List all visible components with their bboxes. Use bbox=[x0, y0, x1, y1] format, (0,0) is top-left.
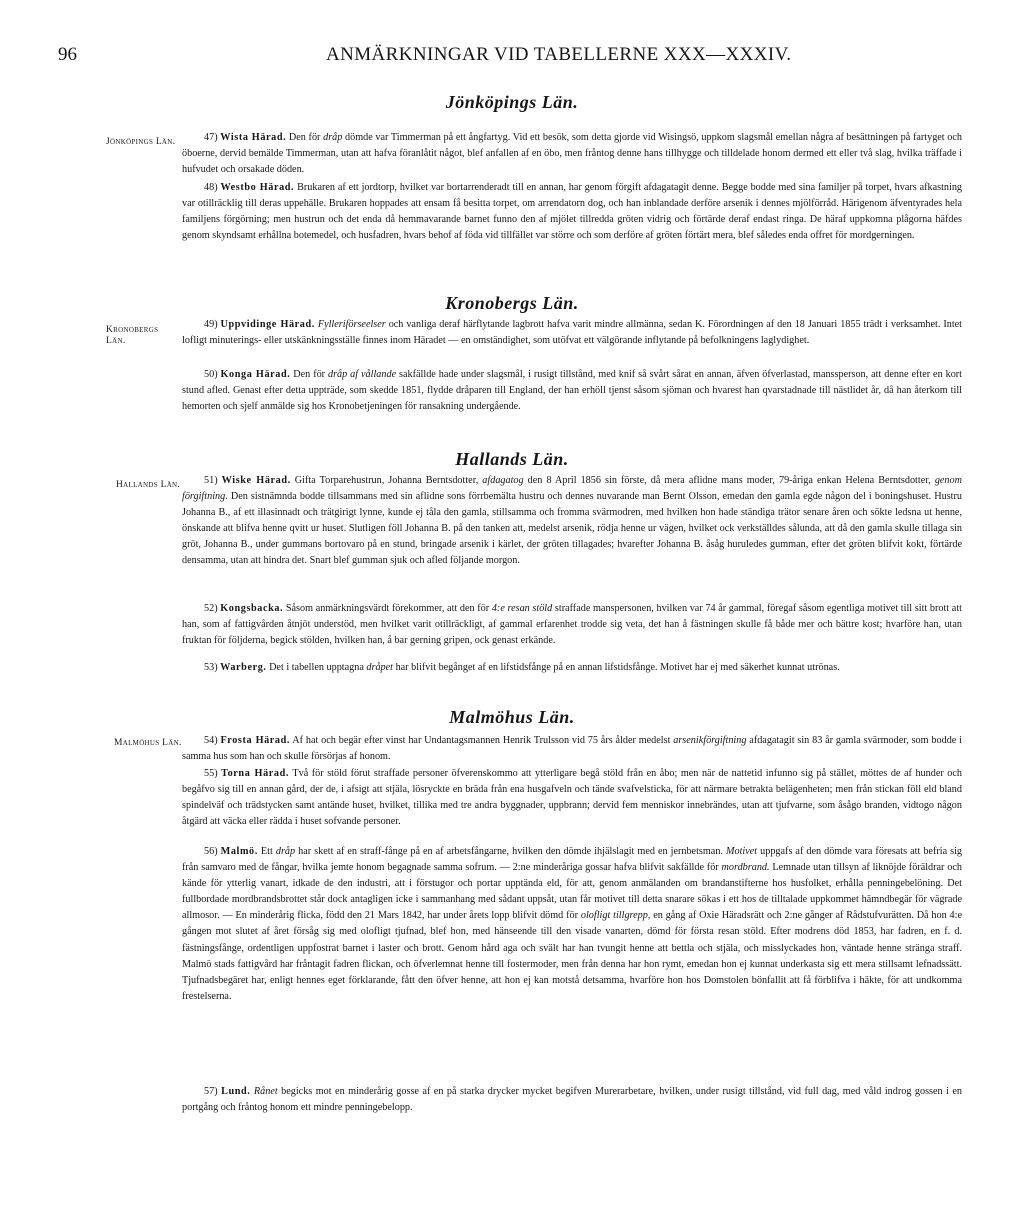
entry-text: Två för stöld förut straffade personer öfverenskommo att ytterligare begå stöld från en åbo; men när de nattetid infunno sig på stället, möttes de af hunder och begåfvo sig till en annan gård, der de, i afsigt att stjäla, lösryckte en bräda från ena husgafveln och tände svafvelsticka, för att närmare betrakta belägenheten; men från stickan föll eld bland spindelväf och trädstycken samt antände huset, hvilket, tillika med tre andra byggnader, uppbrann; dervid fem menniskor innebrändes, utan att tjufvarne, som åsågo branden, vidtogo någon åtgärd att väcka eller rädda i huset sofvande personer. bbox=[182, 768, 963, 828]
place-name: Frosta Härad. bbox=[220, 735, 291, 746]
place-name: Wiske Härad. bbox=[221, 475, 291, 486]
italic-term: Motivet bbox=[726, 846, 758, 857]
italic-term: afdagatog bbox=[482, 475, 524, 486]
entry-text: begicks mot en minderårig gosse af en på starka drycker mycket begifven Murerarbetare, hvilken, under rusigt tillstånd, vid full dag, med våld indrog gossen i en portgång och fråntog honom ett mindre penningebelopp. bbox=[182, 1086, 963, 1114]
entry-57 bbox=[182, 1084, 962, 1116]
entry-text: straffade manspersonen, hvilken var 74 år gammal, föregaf såsom egentliga motivet till sitt brott att han, som af fattigvården åtnjöt understöd, men hvilket varit otillräckligt, af gammal erfarenhet trodde sig veta, det han å fästningen skulle få både mer och bättre kost; hvarföre han, utan fruktan för följderna, begick stölden, hvilken han, å bar gerning gripen, ock genast erkände. bbox=[182, 603, 962, 647]
entry-text: Den för bbox=[286, 132, 324, 143]
entry-text: Det i tabellen upptagna bbox=[266, 662, 367, 673]
margin-label: Hallands Län. bbox=[116, 480, 181, 490]
place-name: Westbo Härad. bbox=[220, 182, 295, 193]
entry-text: en gång af Oxie Häradsrätt och 2:ne gånger af Rådstufvurätten. Då hon 4:e gången mot slutet af året försåg sig med olofligt tjufnad, blef hon, med hänseende till den visade vanarten, dömd för första resan stöld. Efter modrens död 1853, har fadren, en f. d. fästningsfånge, ordentligen uppfostrat barnet i laster och brott. Genom hård aga och svält har han tvungit henne att bettla och stjäla, och misslyckades hon, väntade henne stränga straff. Malmö stads fattigvård har fråntagit fadren flickan, och öfverlemnat henne till fostermoder, men från denna har hon rymt, emedan hon ej kunnat underkasta sig ett mera stillsamt lefnadssätt. Tjufnadsbegäret har, enligt hennes eget förklarande, fått den öfver henne, att hon ej kan motstå detsamma, hvarföre hon hos Domstolen bönfallit att få förblifva i häkte, för att undkomma frestelserna. bbox=[182, 910, 962, 1002]
running-header bbox=[0, 44, 1024, 70]
entry-number: 50) bbox=[204, 369, 218, 380]
entry-number: 54) bbox=[204, 735, 218, 746]
entry-48 bbox=[182, 180, 962, 244]
place-name: Uppvidinge Härad. bbox=[220, 319, 315, 330]
entry-text: Brukaren af ett jordtorp, hvilket var bortarrenderadt till en annan, har genom förgift afdagatagit denne. Begge bodde med sina familjer på torpet, hvars afkastning var otillräcklig till deras uppehälle. Brukaren hoppades att ensam få besitta torpet, om arrendatorn dog, och han inblandade derföre arsenik i dennes mjölförråd. Härigenom äfventyrades hela familjens förgörning; men hustrun och det enda då hemmavarande barnet funno den af mjölet tillredda gröten vidrig och förtärde deraf endast ringa. De häraf uppkomna plågorna häfdes genom skyndsamt erhållna botemedel, och husfadren, hvars behof af föda vid tillfället var större och som derföre af gröten förtärt mera, blef således enda offret för mordgerningen. bbox=[182, 182, 963, 242]
entry-number: 52) bbox=[204, 603, 218, 614]
entry-56 bbox=[182, 844, 962, 1005]
place-name: Lund. bbox=[221, 1086, 251, 1097]
entry-text: Den för bbox=[290, 369, 328, 380]
place-name: Wista Härad. bbox=[220, 132, 287, 143]
entry-text: och vanliga deraf härflytande lagbrott hafva varit mindre allmänna, sedan K. Förordningen af den 18 Januari 1855 trädt i verksamhet. Intet lofligt minuterings- eller utskänkningsställe finnes inom Häradet — en omständighet, som utöfvat ett välgörande inflytande på befolkningens laglydighet. bbox=[182, 319, 962, 347]
entry-text: Lemnade utan tillsyn af liknöjde föräldrar och kände för ytterlig vanart, idkade de den industri, att i förstugor och portar upptända eld, för att, genom anmälanden om brandanstifterne hos husfolket, erhålla penningebelöning. Det fullbordade mordbrandsbrottet står dock antagligen icke i sammanhang med sådant uppsåt, utan får motivet till detta snarare sökas i ett hos de tilltalade uppkommet hämndbegär för vägrade allmosor. — En minderårig flicka, född den 21 Mars 1842, har under årets lopp blifvit dömd för bbox=[182, 862, 962, 922]
entry-number: 49) bbox=[204, 319, 218, 330]
entry-number: 47) bbox=[204, 132, 218, 143]
place-name: Malmö. bbox=[220, 846, 258, 857]
county-heading: Jönköpings Län. bbox=[445, 92, 579, 112]
italic-term: genom förgiftning. bbox=[182, 475, 962, 503]
entry-49 bbox=[182, 317, 962, 349]
entry-text: den 8 April 1856 sin förste, då mera aflidne mans moder, 79-åriga enkan Helena Berntsdotter, bbox=[523, 475, 935, 486]
entry-text: Såsom anmärkningsvärdt förekommer, att den för bbox=[283, 603, 492, 614]
italic-term: Fylleriförseelser bbox=[317, 319, 386, 330]
place-name: Warberg. bbox=[220, 662, 267, 673]
entry-51 bbox=[182, 473, 962, 570]
italic-term: olofligt tillgrepp, bbox=[580, 910, 651, 922]
italic-term: dråpet bbox=[366, 662, 394, 673]
place-name: Konga Härad. bbox=[220, 369, 291, 380]
italic-term: 4:e resan stöld bbox=[491, 603, 553, 614]
entry-text: Gifta Torparehustrun, Johanna Berntsdotter, bbox=[290, 475, 483, 486]
entry-text: uppgafs af den dömde vara föresats att befria sig från samvaro med de fångar, hvilka jemte honom begagnade samma sofrum. — 2:ne minderåriga gossar hafva blifvit sakfällde för bbox=[182, 846, 963, 874]
italic-term: Rånet bbox=[253, 1086, 278, 1097]
entry-number: 51) bbox=[204, 475, 218, 486]
entry-text: dömde var Timmerman på ett ångfartyg. Vid ett besök, som detta gjorde vid Wisingsö, uppkom slagsmål emellan några af besättningen på fartyget och öboerne, dervid bemälde Timmerman, utan att hafva föranlåtit något, blef anfallen af en öbo, men fråntog denne hans tillhygge och tilldelade honom dermed ett eller två slag, hvilka träffade i hufvudet och orsakade döden. bbox=[182, 132, 963, 176]
running-title: ANMÄRKNINGAR VID TABELLERNE XXX—XXXIV. bbox=[326, 44, 792, 65]
entry-number: 55) bbox=[204, 768, 218, 779]
county-heading: Malmöhus Län. bbox=[449, 707, 575, 727]
entry-text: Den sistnämnda bodde tillsammans med sin aflidne sons förrbemälta hustru och dennes nuvarande man Bernt Olsson, emedan den gamla egde någon del i boningshuset. Hustru Johanna B., af ett illasinnadt och trätgirigt lynne, kunde ej tåla den gamla, stillsamma och fromma svärmodren, med hvilken hon hade ständiga trätor senare åren och sökte ledsna ut henne, önskande att blifva henne qvitt ur huset. Slutligen föll Johanna B. på den tanken att, medelst arsenik, rödja henne ur vägen, hvilket ock verkställdes sålunda, att då den gamla skulle tillaga sin gröt, Johanna B., under gummans bortovaro på en stund, bringade arsenik i kärlet, der gröten tillagades; hvarefter Johanna B. åsåg huruledes gumman, efter det gröten blifvit kokt, förtärde densamma, utan att hindra det. Snart blef gumman sjuk och afled följande morgon. bbox=[182, 491, 962, 567]
entry-text: afdagatagit sin 83 år gamla svärmoder, som bodde i samma hus som han och skulle försörjas af honom. bbox=[182, 735, 962, 763]
margin-label: Kronobergs Län. bbox=[106, 325, 159, 346]
entry-53 bbox=[182, 660, 962, 676]
entry-52 bbox=[182, 601, 962, 649]
entry-number: 56) bbox=[204, 846, 218, 857]
entry-text: sakfällde hade under slagsmål, i rusigt tillstånd, med knif så svårt sårat en annan, äfven öfverlastad, manssperson, att denne efter en kort stund afled. Genast efter detta uppträde, som skedde 1851, flydde dråparen till England, der han erhöll tjenst såsom sjöman och hvarest han qvarstadnade till nästlidet år, då han återkom till hemorten och sjelf anmälde sig hos Kronobetjeningen för ransakning undergående. bbox=[182, 369, 963, 413]
entry-55 bbox=[182, 766, 962, 830]
italic-term: dråp bbox=[323, 132, 343, 143]
italic-term: arsenikförgiftning bbox=[673, 735, 747, 746]
italic-term: dråp af vållande bbox=[328, 369, 397, 380]
entry-number: 53) bbox=[204, 662, 218, 673]
entry-47 bbox=[182, 130, 962, 178]
place-name: Kongsbacka. bbox=[220, 603, 284, 614]
margin-label: Jönköpings Län. bbox=[106, 137, 176, 147]
county-heading: Hallands Län. bbox=[455, 449, 569, 469]
entry-text: har blifvit begånget af en lifstidsfånge på en annan lifstidsfånge. Motivet har ej med säkerhet kunnat utrönas. bbox=[393, 662, 840, 673]
entry-50 bbox=[182, 367, 962, 415]
entry-text: har skett af en straff-fånge på en af arbetsfångarne, hvilken den dömde ihjälslagit med en jernbetsman. bbox=[295, 846, 726, 857]
italic-term: mordbrand. bbox=[721, 862, 770, 874]
county-heading: Kronobergs Län. bbox=[445, 293, 579, 313]
page-number: 96 bbox=[58, 44, 77, 65]
italic-term: dråp bbox=[275, 846, 296, 857]
place-name: Torna Härad. bbox=[221, 768, 289, 779]
entry-text: Af hat och begär efter vinst har Undantagsmannen Henrik Trulsson vid 75 års ålder medelst bbox=[290, 735, 674, 746]
entry-text: Ett bbox=[257, 846, 276, 857]
entry-54 bbox=[182, 733, 962, 765]
entry-number: 57) bbox=[204, 1086, 218, 1097]
entry-number: 48) bbox=[204, 182, 218, 193]
margin-label: Malmöhus Län. bbox=[114, 738, 182, 748]
